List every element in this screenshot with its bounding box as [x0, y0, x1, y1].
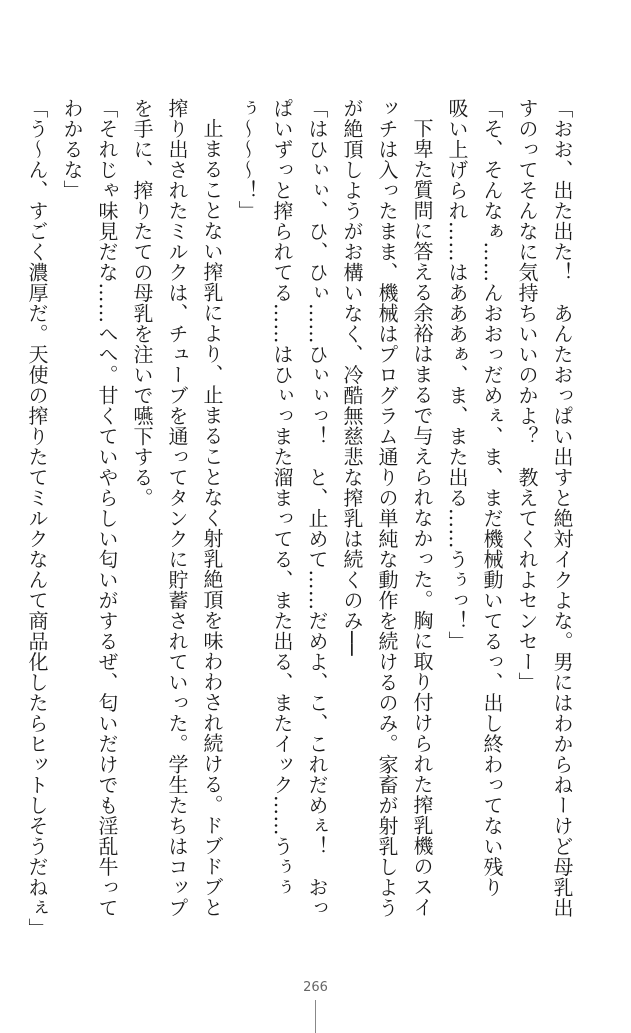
text-line: ぅ～～～！」: [235, 98, 259, 221]
page-number-rule: [315, 1000, 316, 1033]
text-line: 「う～ん、すごく濃厚だ。天使の搾りたてミルクなんて商品化したらヒットしそうだねぇ」: [25, 98, 49, 939]
text-line: 吸い上げられ……はあああぁ、ま、また出る……うぅっ！」: [445, 98, 469, 652]
text-line: 「はひぃぃ、ひ、ひぃ……ひぃぃっ！ と、止めて……だめよ、こ、これだめぇ！ おっ: [305, 98, 329, 918]
text-line: ぱいずっと搾られてる……はひぃっまた溜まってる、また出る、またイック……うぅぅ: [270, 98, 294, 898]
text-line: 止まることない搾乳により、止まることなく射乳絶頂を味わわされ続ける。ドブドブと: [200, 118, 224, 918]
text-line: を手に、搾りたての母乳を注いで嚥下する。: [130, 98, 154, 508]
text-line: 「それじゃ味見だな……へへ。甘くていやらしい匂いがするぜ、匂いだけでも淫乱牛って: [95, 98, 119, 918]
text-line: ッチは入ったまま、機械はプログラム通りの単純な動作を続けるのみ。家畜が射乳しよう: [375, 98, 399, 918]
text-line: すのってそんなに気持ちいいのかよ？ 教えてくれよセンセー」: [515, 98, 539, 693]
vertical-body-text: [25, 98, 579, 939]
page-number: 266: [303, 980, 328, 995]
text-line: 「おお、出た出た！ あんたおっぱい出すと絶対イクよな。男にはわからねーけど母乳出: [550, 98, 574, 918]
text-line: が絶頂しようがお構いなく、冷酷無慈悲な搾乳は続くのみ──: [340, 98, 364, 657]
text-line: わかるな」: [60, 98, 84, 201]
text-line: 「そ、そんなぁ……んおおっだめぇ、ま、まだ機械動いてるっ、出し終わってない残り: [480, 98, 504, 898]
text-line: 搾り出されたミルクは、チューブを通ってタンクに貯蓄されていった。学生たちはコップ: [165, 98, 189, 918]
text-line: 下卑た質問に答える余裕はまるで与えられなかった。胸に取り付けられた搾乳機のスイ: [410, 118, 434, 918]
